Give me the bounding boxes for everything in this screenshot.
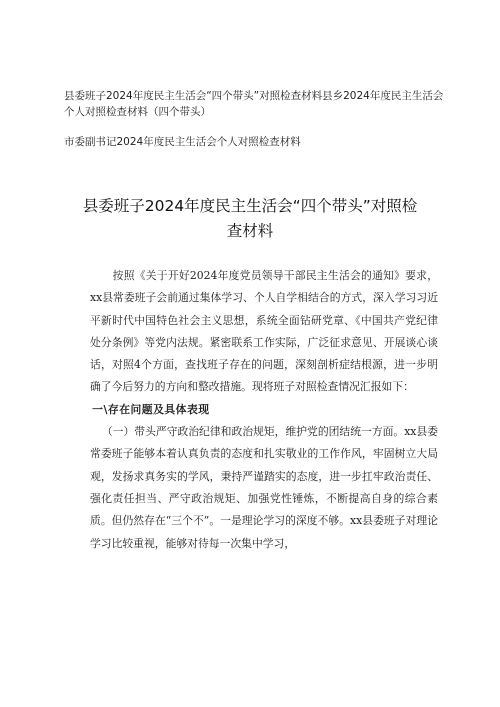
related-document-title-2: 市委副书记2024年度民主生活会个人对照检查材料 <box>64 136 301 148</box>
section-heading-1: 一\存在问题及具体表现 <box>92 402 210 416</box>
related-document-title-1: 县委班子2024年度民主生活会“四个带头”对照检查材料县乡2024年度民主生活会个人对照检查材料（四个带头） <box>64 90 444 118</box>
document-body <box>90 265 438 555</box>
intro-paragraph: 按照《关于开好2024年度党员领导干部民主生活会的通知》要求，xx县常委班子会前通过集体学习、个人自学相结合的方式，深入学习习近平新时代中国特色社会主义思想，系统全面钻研党章、《中国共产党纪律处分条例》等党内法规。紧密联系工作实际，广泛征求意见、开展谈心谈话，对照4个方面，查找班子存在的问题，深刻剖析症结根源，进一步明确了今后努力的方向和整改措施。现将班子对照检查情况汇报如下： <box>90 269 438 394</box>
document-title: 县委班子2024年度民主生活会“四个带头”对照检查材料 <box>82 197 418 240</box>
related-documents-header <box>64 88 444 150</box>
subsection-paragraph-1: （一）带头严守政治纪律和政治规矩，维护党的团结统一方面。xx县委常委班子能够本着认真负责的态度和扎实敬业的工作作风，牢固树立大局观，发扬求真务实的学风，秉持严谨踏实的态度，进一步扛牢政治责任、强化责任担当、严守政治规矩、加强党性锤炼，不断提高自身的综合素质。但仍然存在“三个不”。一是理论学习的深度不够。xx县委班子对理论学习比较重视，能够对待每一次集中学习， <box>90 425 438 550</box>
